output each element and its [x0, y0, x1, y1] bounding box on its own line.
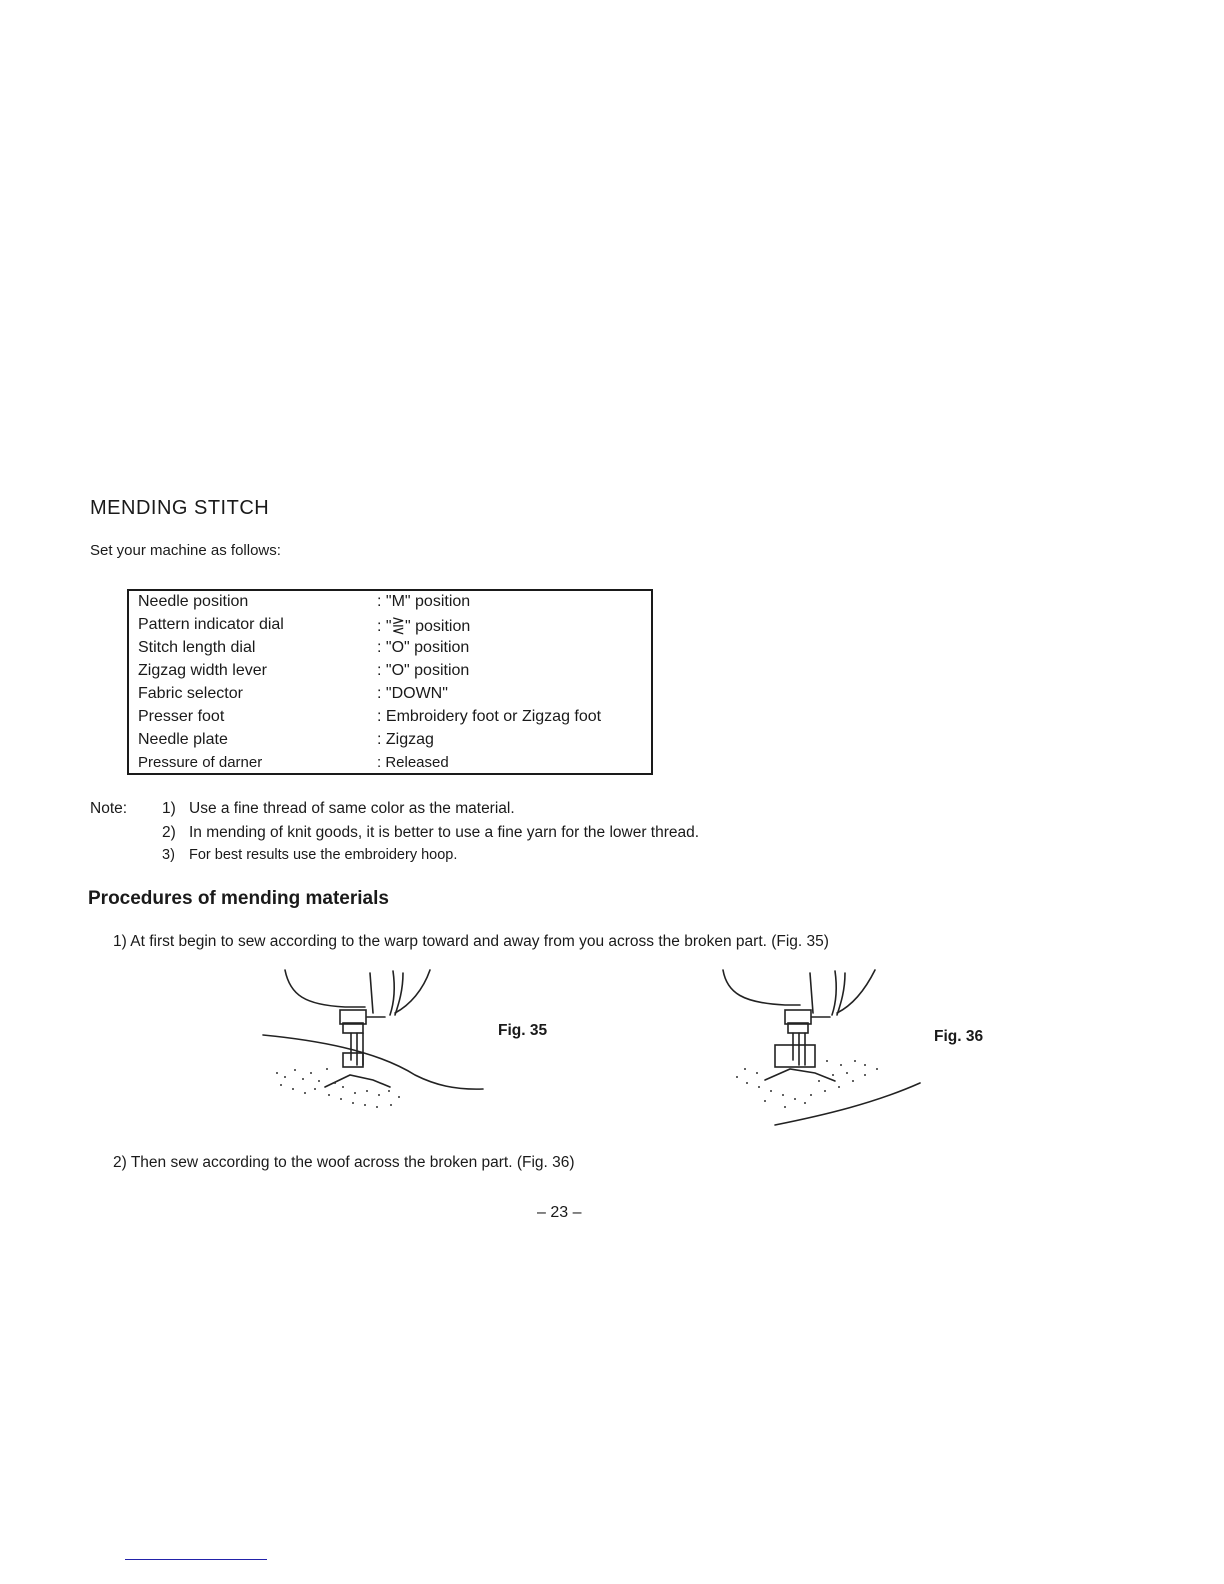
setting-label: Pattern indicator dial: [138, 616, 284, 633]
step-number: 2): [113, 1154, 127, 1171]
step-item: [113, 1154, 575, 1172]
setting-value: : "O" position: [377, 639, 470, 656]
setting-label: Zigzag width lever: [138, 662, 267, 679]
fig-35-label: Fig. 35: [498, 1022, 548, 1039]
step-text: At first begin to sew according to the warp toward and away from you across the broken part. (Fig. 35): [130, 933, 829, 950]
note-number: 1): [162, 800, 176, 817]
setting-value: : Released: [377, 754, 449, 771]
page-number: – 23 –: [537, 1204, 582, 1221]
note-item: [162, 800, 515, 818]
step-item: [113, 933, 829, 951]
setting-value: : "M" position: [377, 593, 471, 610]
step-number: 1): [113, 933, 127, 950]
setting-value: : "DOWN": [377, 685, 448, 702]
settings-row: [138, 593, 658, 616]
fig-36-illustration: [715, 965, 930, 1130]
setting-label: Needle position: [138, 593, 249, 610]
settings-table: [127, 589, 653, 775]
footer-divider: [125, 1559, 267, 1560]
step-text: Then sew according to the woof across the broken part. (Fig. 36): [130, 1154, 575, 1171]
note-label: Note:: [90, 800, 128, 817]
note-number: 2): [162, 824, 176, 841]
intro-text: Set your machine as follows:: [90, 542, 281, 559]
note-text: For best results use the embroidery hoop.: [189, 847, 458, 863]
fig-36-label: Fig. 36: [934, 1028, 984, 1045]
fig-35-illustration: [255, 965, 495, 1115]
note-item: [162, 824, 699, 842]
note-text: In mending of knit goods, it is better to use a fine yarn for the lower thread.: [189, 824, 700, 841]
settings-row: [138, 754, 658, 777]
settings-row: [138, 616, 658, 639]
note-number: 3): [162, 847, 175, 863]
setting-label: Presser foot: [138, 708, 225, 725]
note-text: Use a fine thread of same color as the material.: [189, 800, 515, 817]
section-title: MENDING STITCH: [90, 497, 270, 519]
setting-value: : Embroidery foot or Zigzag foot: [377, 708, 602, 725]
settings-row: [138, 639, 658, 662]
setting-label: Needle plate: [138, 731, 228, 748]
setting-value: : Zigzag: [377, 731, 434, 748]
procedures-title: Procedures of mending materials: [88, 888, 389, 909]
note-item: [162, 847, 457, 863]
settings-row: [138, 662, 658, 685]
setting-value: : "⋛" position: [377, 618, 471, 635]
settings-row: [138, 685, 658, 708]
setting-value: : "O" position: [377, 662, 470, 679]
settings-row: [138, 708, 658, 731]
setting-label: Pressure of darner: [138, 754, 263, 771]
settings-row: [138, 731, 658, 754]
setting-label: Stitch length dial: [138, 639, 256, 656]
setting-label: Fabric selector: [138, 685, 243, 702]
